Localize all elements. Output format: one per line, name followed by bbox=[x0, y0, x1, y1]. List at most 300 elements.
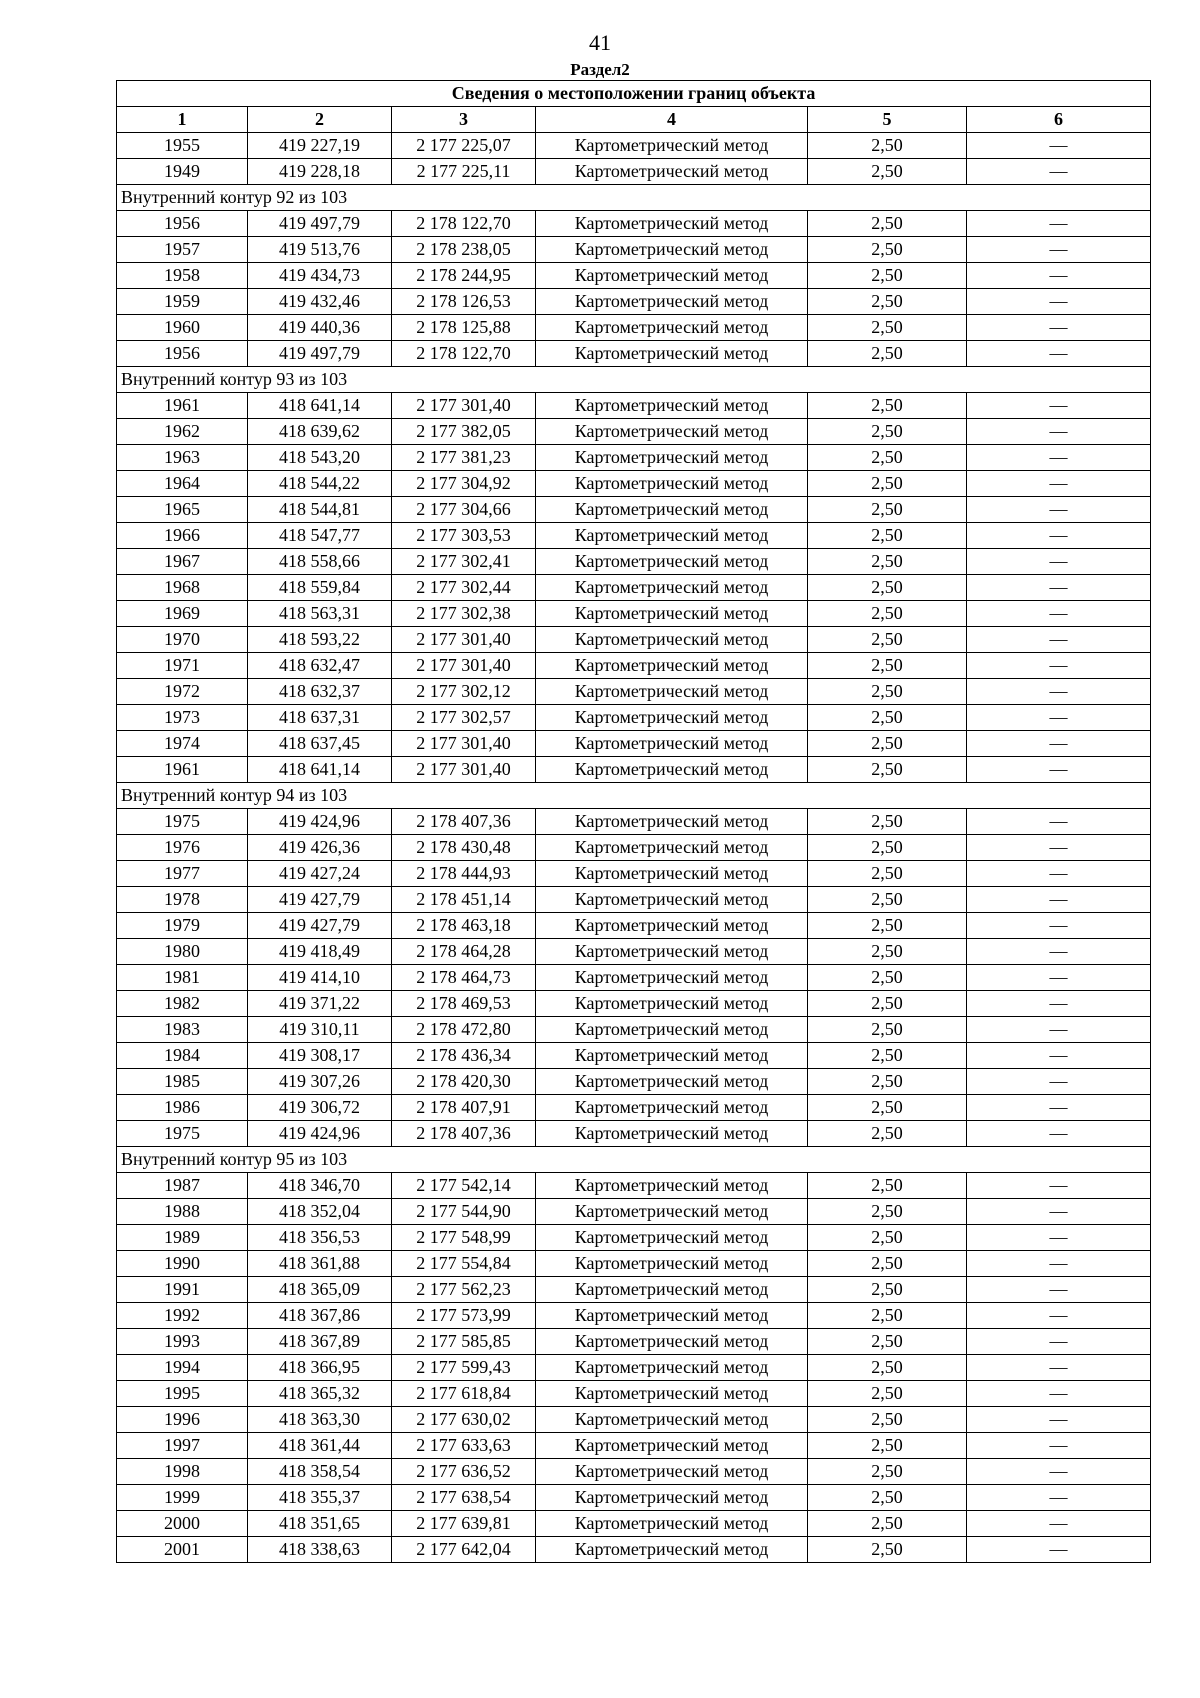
method-cell: Картометрический метод bbox=[536, 705, 808, 731]
point-number-cell: 1964 bbox=[117, 471, 248, 497]
point-number-cell: 1957 bbox=[117, 237, 248, 263]
description-cell: — bbox=[967, 1121, 1151, 1147]
coordinate-x-cell: 419 424,96 bbox=[248, 1121, 392, 1147]
accuracy-cell: 2,50 bbox=[808, 1043, 967, 1069]
coordinate-y-cell: 2 177 544,90 bbox=[392, 1199, 536, 1225]
point-number-cell: 1995 bbox=[117, 1381, 248, 1407]
accuracy-cell: 2,50 bbox=[808, 1537, 967, 1563]
description-cell: — bbox=[967, 1511, 1151, 1537]
coordinate-y-cell: 2 178 472,80 bbox=[392, 1017, 536, 1043]
table-row bbox=[117, 1173, 1151, 1199]
table-header bbox=[117, 81, 1151, 133]
description-cell: — bbox=[967, 445, 1151, 471]
accuracy-cell: 2,50 bbox=[808, 1121, 967, 1147]
method-cell: Картометрический метод bbox=[536, 523, 808, 549]
coordinate-x-cell: 418 361,44 bbox=[248, 1433, 392, 1459]
coordinate-y-cell: 2 177 618,84 bbox=[392, 1381, 536, 1407]
accuracy-cell: 2,50 bbox=[808, 1017, 967, 1043]
method-cell: Картометрический метод bbox=[536, 1381, 808, 1407]
coordinate-y-cell: 2 178 126,53 bbox=[392, 289, 536, 315]
coordinate-x-cell: 418 367,89 bbox=[248, 1329, 392, 1355]
contour-section-row bbox=[117, 185, 1151, 211]
method-cell: Картометрический метод bbox=[536, 419, 808, 445]
table-row bbox=[117, 1277, 1151, 1303]
point-number-cell: 1956 bbox=[117, 341, 248, 367]
method-cell: Картометрический метод bbox=[536, 809, 808, 835]
accuracy-cell: 2,50 bbox=[808, 159, 967, 185]
table-row bbox=[117, 731, 1151, 757]
table-row bbox=[117, 393, 1151, 419]
table-row bbox=[117, 133, 1151, 159]
description-cell: — bbox=[967, 133, 1151, 159]
table-row bbox=[117, 601, 1151, 627]
table-body bbox=[117, 133, 1151, 1563]
coordinate-x-cell: 419 418,49 bbox=[248, 939, 392, 965]
accuracy-cell: 2,50 bbox=[808, 757, 967, 783]
coordinate-y-cell: 2 177 585,85 bbox=[392, 1329, 536, 1355]
contour-section-row bbox=[117, 783, 1151, 809]
method-cell: Картометрический метод bbox=[536, 757, 808, 783]
method-cell: Картометрический метод bbox=[536, 133, 808, 159]
accuracy-cell: 2,50 bbox=[808, 1303, 967, 1329]
accuracy-cell: 2,50 bbox=[808, 133, 967, 159]
point-number-cell: 2000 bbox=[117, 1511, 248, 1537]
coordinate-y-cell: 2 178 464,73 bbox=[392, 965, 536, 991]
column-header-2: 2 bbox=[248, 107, 392, 133]
method-cell: Картометрический метод bbox=[536, 1329, 808, 1355]
boundary-table bbox=[116, 80, 1151, 1563]
coordinate-y-cell: 2 177 599,43 bbox=[392, 1355, 536, 1381]
table-row bbox=[117, 1121, 1151, 1147]
table-row bbox=[117, 289, 1151, 315]
point-number-cell: 1994 bbox=[117, 1355, 248, 1381]
coordinate-y-cell: 2 177 638,54 bbox=[392, 1485, 536, 1511]
point-number-cell: 1993 bbox=[117, 1329, 248, 1355]
accuracy-cell: 2,50 bbox=[808, 939, 967, 965]
description-cell: — bbox=[967, 1173, 1151, 1199]
accuracy-cell: 2,50 bbox=[808, 861, 967, 887]
table-row bbox=[117, 757, 1151, 783]
coordinate-x-cell: 418 352,04 bbox=[248, 1199, 392, 1225]
coordinate-x-cell: 418 544,22 bbox=[248, 471, 392, 497]
coordinate-x-cell: 418 632,47 bbox=[248, 653, 392, 679]
coordinate-x-cell: 419 308,17 bbox=[248, 1043, 392, 1069]
page-number: 41 bbox=[589, 30, 611, 55]
table-row bbox=[117, 497, 1151, 523]
coordinate-x-cell: 418 346,70 bbox=[248, 1173, 392, 1199]
point-number-cell: 1962 bbox=[117, 419, 248, 445]
point-number-cell: 1973 bbox=[117, 705, 248, 731]
method-cell: Картометрический метод bbox=[536, 1303, 808, 1329]
point-number-cell: 1949 bbox=[117, 159, 248, 185]
table-row bbox=[117, 939, 1151, 965]
method-cell: Картометрический метод bbox=[536, 211, 808, 237]
description-cell: — bbox=[967, 1043, 1151, 1069]
point-number-cell: 1959 bbox=[117, 289, 248, 315]
description-cell: — bbox=[967, 1407, 1151, 1433]
table-row bbox=[117, 627, 1151, 653]
point-number-cell: 1968 bbox=[117, 575, 248, 601]
method-cell: Картометрический метод bbox=[536, 575, 808, 601]
accuracy-cell: 2,50 bbox=[808, 1173, 967, 1199]
column-header-4: 4 bbox=[536, 107, 808, 133]
table-row bbox=[117, 1537, 1151, 1563]
description-cell: — bbox=[967, 757, 1151, 783]
table-row bbox=[117, 523, 1151, 549]
method-cell: Картометрический метод bbox=[536, 1355, 808, 1381]
contour-section-row bbox=[117, 1147, 1151, 1173]
coordinate-y-cell: 2 177 562,23 bbox=[392, 1277, 536, 1303]
method-cell: Картометрический метод bbox=[536, 315, 808, 341]
description-cell: — bbox=[967, 991, 1151, 1017]
coordinate-x-cell: 418 365,32 bbox=[248, 1381, 392, 1407]
coordinate-y-cell: 2 178 469,53 bbox=[392, 991, 536, 1017]
contour-section-label: Внутренний контур 94 из 103 bbox=[117, 783, 1151, 809]
coordinate-x-cell: 418 637,31 bbox=[248, 705, 392, 731]
contour-section-label: Внутренний контур 92 из 103 bbox=[117, 185, 1151, 211]
accuracy-cell: 2,50 bbox=[808, 1511, 967, 1537]
coordinate-x-cell: 419 310,11 bbox=[248, 1017, 392, 1043]
description-cell: — bbox=[967, 1251, 1151, 1277]
coordinate-x-cell: 418 641,14 bbox=[248, 393, 392, 419]
description-cell: — bbox=[967, 1017, 1151, 1043]
accuracy-cell: 2,50 bbox=[808, 705, 967, 731]
description-cell: — bbox=[967, 1199, 1151, 1225]
method-cell: Картометрический метод bbox=[536, 1069, 808, 1095]
coordinate-y-cell: 2 177 303,53 bbox=[392, 523, 536, 549]
method-cell: Картометрический метод bbox=[536, 731, 808, 757]
table-row bbox=[117, 1329, 1151, 1355]
method-cell: Картометрический метод bbox=[536, 1251, 808, 1277]
table-row bbox=[117, 861, 1151, 887]
point-number-cell: 1970 bbox=[117, 627, 248, 653]
coordinate-x-cell: 418 358,54 bbox=[248, 1459, 392, 1485]
point-number-cell: 1992 bbox=[117, 1303, 248, 1329]
accuracy-cell: 2,50 bbox=[808, 289, 967, 315]
table-row bbox=[117, 471, 1151, 497]
coordinate-y-cell: 2 178 407,36 bbox=[392, 809, 536, 835]
coordinate-x-cell: 418 363,30 bbox=[248, 1407, 392, 1433]
point-number-cell: 1955 bbox=[117, 133, 248, 159]
point-number-cell: 1976 bbox=[117, 835, 248, 861]
coordinate-x-cell: 418 361,88 bbox=[248, 1251, 392, 1277]
method-cell: Картометрический метод bbox=[536, 263, 808, 289]
description-cell: — bbox=[967, 835, 1151, 861]
point-number-cell: 1971 bbox=[117, 653, 248, 679]
coordinate-x-cell: 418 355,37 bbox=[248, 1485, 392, 1511]
method-cell: Картометрический метод bbox=[536, 1173, 808, 1199]
coordinate-x-cell: 419 513,76 bbox=[248, 237, 392, 263]
method-cell: Картометрический метод bbox=[536, 1043, 808, 1069]
method-cell: Картометрический метод bbox=[536, 1459, 808, 1485]
accuracy-cell: 2,50 bbox=[808, 549, 967, 575]
coordinate-x-cell: 419 426,36 bbox=[248, 835, 392, 861]
coordinate-x-cell: 418 641,14 bbox=[248, 757, 392, 783]
accuracy-cell: 2,50 bbox=[808, 1199, 967, 1225]
point-number-cell: 1989 bbox=[117, 1225, 248, 1251]
accuracy-cell: 2,50 bbox=[808, 1069, 967, 1095]
method-cell: Картометрический метод bbox=[536, 1277, 808, 1303]
point-number-cell: 1980 bbox=[117, 939, 248, 965]
coordinate-x-cell: 418 637,45 bbox=[248, 731, 392, 757]
description-cell: — bbox=[967, 705, 1151, 731]
description-cell: — bbox=[967, 549, 1151, 575]
accuracy-cell: 2,50 bbox=[808, 211, 967, 237]
table-row bbox=[117, 1485, 1151, 1511]
accuracy-cell: 2,50 bbox=[808, 1277, 967, 1303]
description-cell: — bbox=[967, 211, 1151, 237]
method-cell: Картометрический метод bbox=[536, 445, 808, 471]
table-row bbox=[117, 575, 1151, 601]
caption-row bbox=[117, 81, 1151, 107]
point-number-cell: 1986 bbox=[117, 1095, 248, 1121]
coordinate-x-cell: 419 371,22 bbox=[248, 991, 392, 1017]
accuracy-cell: 2,50 bbox=[808, 1225, 967, 1251]
table-row bbox=[117, 1511, 1151, 1537]
coordinate-y-cell: 2 178 244,95 bbox=[392, 263, 536, 289]
point-number-cell: 1983 bbox=[117, 1017, 248, 1043]
coordinate-y-cell: 2 178 122,70 bbox=[392, 341, 536, 367]
coordinate-x-cell: 418 366,95 bbox=[248, 1355, 392, 1381]
table-row bbox=[117, 1043, 1151, 1069]
method-cell: Картометрический метод bbox=[536, 1199, 808, 1225]
coordinate-x-cell: 418 544,81 bbox=[248, 497, 392, 523]
point-number-cell: 1998 bbox=[117, 1459, 248, 1485]
accuracy-cell: 2,50 bbox=[808, 315, 967, 341]
accuracy-cell: 2,50 bbox=[808, 679, 967, 705]
method-cell: Картометрический метод bbox=[536, 1121, 808, 1147]
coordinate-y-cell: 2 178 444,93 bbox=[392, 861, 536, 887]
point-number-cell: 1975 bbox=[117, 1121, 248, 1147]
table-row bbox=[117, 159, 1151, 185]
accuracy-cell: 2,50 bbox=[808, 471, 967, 497]
description-cell: — bbox=[967, 653, 1151, 679]
section-title: Раздел2 bbox=[570, 60, 630, 79]
table-row bbox=[117, 1251, 1151, 1277]
method-cell: Картометрический метод bbox=[536, 991, 808, 1017]
point-number-cell: 1972 bbox=[117, 679, 248, 705]
method-cell: Картометрический метод bbox=[536, 289, 808, 315]
coordinate-y-cell: 2 177 301,40 bbox=[392, 757, 536, 783]
coordinate-x-cell: 418 547,77 bbox=[248, 523, 392, 549]
description-cell: — bbox=[967, 263, 1151, 289]
description-cell: — bbox=[967, 1381, 1151, 1407]
point-number-cell: 1982 bbox=[117, 991, 248, 1017]
table-row bbox=[117, 1069, 1151, 1095]
coordinate-y-cell: 2 177 573,99 bbox=[392, 1303, 536, 1329]
method-cell: Картометрический метод bbox=[536, 627, 808, 653]
accuracy-cell: 2,50 bbox=[808, 1485, 967, 1511]
description-cell: — bbox=[967, 1433, 1151, 1459]
table-row bbox=[117, 211, 1151, 237]
coordinate-x-cell: 418 563,31 bbox=[248, 601, 392, 627]
method-cell: Картометрический метод bbox=[536, 835, 808, 861]
description-cell: — bbox=[967, 1329, 1151, 1355]
description-cell: — bbox=[967, 913, 1151, 939]
point-number-cell: 1977 bbox=[117, 861, 248, 887]
coordinate-x-cell: 419 497,79 bbox=[248, 211, 392, 237]
description-cell: — bbox=[967, 887, 1151, 913]
coordinate-y-cell: 2 177 301,40 bbox=[392, 653, 536, 679]
description-cell: — bbox=[967, 809, 1151, 835]
accuracy-cell: 2,50 bbox=[808, 1433, 967, 1459]
table-row bbox=[117, 653, 1151, 679]
table-row bbox=[117, 1407, 1151, 1433]
point-number-cell: 1979 bbox=[117, 913, 248, 939]
coordinate-y-cell: 2 177 301,40 bbox=[392, 393, 536, 419]
coordinate-y-cell: 2 177 302,38 bbox=[392, 601, 536, 627]
point-number-cell: 1990 bbox=[117, 1251, 248, 1277]
table-row bbox=[117, 419, 1151, 445]
coordinate-x-cell: 419 424,96 bbox=[248, 809, 392, 835]
table-row bbox=[117, 1225, 1151, 1251]
accuracy-cell: 2,50 bbox=[808, 965, 967, 991]
point-number-cell: 1985 bbox=[117, 1069, 248, 1095]
table-caption: Сведения о местоположении границ объекта bbox=[117, 81, 1151, 107]
accuracy-cell: 2,50 bbox=[808, 341, 967, 367]
coordinate-y-cell: 2 178 420,30 bbox=[392, 1069, 536, 1095]
method-cell: Картометрический метод bbox=[536, 1225, 808, 1251]
description-cell: — bbox=[967, 341, 1151, 367]
coordinate-y-cell: 2 177 302,57 bbox=[392, 705, 536, 731]
coordinate-x-cell: 418 338,63 bbox=[248, 1537, 392, 1563]
accuracy-cell: 2,50 bbox=[808, 731, 967, 757]
coordinate-y-cell: 2 177 225,07 bbox=[392, 133, 536, 159]
coordinate-y-cell: 2 177 304,92 bbox=[392, 471, 536, 497]
method-cell: Картометрический метод bbox=[536, 1433, 808, 1459]
description-cell: — bbox=[967, 419, 1151, 445]
coordinate-y-cell: 2 178 407,91 bbox=[392, 1095, 536, 1121]
accuracy-cell: 2,50 bbox=[808, 523, 967, 549]
coordinate-x-cell: 419 427,24 bbox=[248, 861, 392, 887]
table-row bbox=[117, 315, 1151, 341]
coordinate-x-cell: 418 367,86 bbox=[248, 1303, 392, 1329]
coordinate-y-cell: 2 178 125,88 bbox=[392, 315, 536, 341]
table-row bbox=[117, 679, 1151, 705]
coordinate-x-cell: 418 632,37 bbox=[248, 679, 392, 705]
accuracy-cell: 2,50 bbox=[808, 627, 967, 653]
description-cell: — bbox=[967, 601, 1151, 627]
coordinate-y-cell: 2 177 542,14 bbox=[392, 1173, 536, 1199]
method-cell: Картометрический метод bbox=[536, 1095, 808, 1121]
description-cell: — bbox=[967, 939, 1151, 965]
method-cell: Картометрический метод bbox=[536, 1485, 808, 1511]
method-cell: Картометрический метод bbox=[536, 913, 808, 939]
coordinate-y-cell: 2 177 636,52 bbox=[392, 1459, 536, 1485]
contour-section-label: Внутренний контур 93 из 103 bbox=[117, 367, 1151, 393]
description-cell: — bbox=[967, 1277, 1151, 1303]
coordinate-y-cell: 2 177 642,04 bbox=[392, 1537, 536, 1563]
table-row bbox=[117, 835, 1151, 861]
coordinate-x-cell: 418 558,66 bbox=[248, 549, 392, 575]
coordinate-y-cell: 2 177 630,02 bbox=[392, 1407, 536, 1433]
accuracy-cell: 2,50 bbox=[808, 497, 967, 523]
coordinate-y-cell: 2 177 554,84 bbox=[392, 1251, 536, 1277]
point-number-cell: 1996 bbox=[117, 1407, 248, 1433]
description-cell: — bbox=[967, 315, 1151, 341]
accuracy-cell: 2,50 bbox=[808, 1459, 967, 1485]
accuracy-cell: 2,50 bbox=[808, 601, 967, 627]
coordinate-y-cell: 2 177 304,66 bbox=[392, 497, 536, 523]
point-number-cell: 1987 bbox=[117, 1173, 248, 1199]
coordinate-x-cell: 418 543,20 bbox=[248, 445, 392, 471]
coordinate-x-cell: 419 432,46 bbox=[248, 289, 392, 315]
table-row bbox=[117, 1355, 1151, 1381]
description-cell: — bbox=[967, 1095, 1151, 1121]
coordinate-x-cell: 418 365,09 bbox=[248, 1277, 392, 1303]
method-cell: Картометрический метод bbox=[536, 497, 808, 523]
accuracy-cell: 2,50 bbox=[808, 263, 967, 289]
coordinate-y-cell: 2 177 382,05 bbox=[392, 419, 536, 445]
coordinate-x-cell: 419 414,10 bbox=[248, 965, 392, 991]
coordinate-y-cell: 2 177 225,11 bbox=[392, 159, 536, 185]
point-number-cell: 1961 bbox=[117, 757, 248, 783]
accuracy-cell: 2,50 bbox=[808, 1355, 967, 1381]
coordinate-y-cell: 2 177 639,81 bbox=[392, 1511, 536, 1537]
table-row bbox=[117, 705, 1151, 731]
description-cell: — bbox=[967, 393, 1151, 419]
coordinate-y-cell: 2 177 302,12 bbox=[392, 679, 536, 705]
contour-section-label: Внутренний контур 95 из 103 bbox=[117, 1147, 1151, 1173]
table-row bbox=[117, 809, 1151, 835]
method-cell: Картометрический метод bbox=[536, 471, 808, 497]
coordinate-y-cell: 2 178 430,48 bbox=[392, 835, 536, 861]
table-row bbox=[117, 445, 1151, 471]
accuracy-cell: 2,50 bbox=[808, 835, 967, 861]
table-row bbox=[117, 341, 1151, 367]
description-cell: — bbox=[967, 627, 1151, 653]
point-number-cell: 1963 bbox=[117, 445, 248, 471]
coordinate-y-cell: 2 178 238,05 bbox=[392, 237, 536, 263]
table-row bbox=[117, 1381, 1151, 1407]
point-number-cell: 1966 bbox=[117, 523, 248, 549]
coordinate-x-cell: 418 351,65 bbox=[248, 1511, 392, 1537]
method-cell: Картометрический метод bbox=[536, 1017, 808, 1043]
description-cell: — bbox=[967, 861, 1151, 887]
table-row bbox=[117, 991, 1151, 1017]
accuracy-cell: 2,50 bbox=[808, 887, 967, 913]
table-row bbox=[117, 913, 1151, 939]
point-number-cell: 2001 bbox=[117, 1537, 248, 1563]
point-number-cell: 1965 bbox=[117, 497, 248, 523]
method-cell: Картометрический метод bbox=[536, 653, 808, 679]
coordinate-x-cell: 419 227,19 bbox=[248, 133, 392, 159]
table-row bbox=[117, 887, 1151, 913]
description-cell: — bbox=[967, 159, 1151, 185]
accuracy-cell: 2,50 bbox=[808, 419, 967, 445]
table-row bbox=[117, 237, 1151, 263]
point-number-cell: 1958 bbox=[117, 263, 248, 289]
coordinate-x-cell: 419 306,72 bbox=[248, 1095, 392, 1121]
column-header-3: 3 bbox=[392, 107, 536, 133]
method-cell: Картометрический метод bbox=[536, 1537, 808, 1563]
contour-section-row bbox=[117, 367, 1151, 393]
point-number-cell: 1997 bbox=[117, 1433, 248, 1459]
point-number-cell: 1960 bbox=[117, 315, 248, 341]
accuracy-cell: 2,50 bbox=[808, 809, 967, 835]
column-header-6: 6 bbox=[967, 107, 1151, 133]
coordinate-y-cell: 2 177 381,23 bbox=[392, 445, 536, 471]
point-number-cell: 1988 bbox=[117, 1199, 248, 1225]
coordinate-y-cell: 2 177 302,41 bbox=[392, 549, 536, 575]
method-cell: Картометрический метод bbox=[536, 965, 808, 991]
method-cell: Картометрический метод bbox=[536, 887, 808, 913]
accuracy-cell: 2,50 bbox=[808, 393, 967, 419]
accuracy-cell: 2,50 bbox=[808, 575, 967, 601]
point-number-cell: 1991 bbox=[117, 1277, 248, 1303]
point-number-cell: 1956 bbox=[117, 211, 248, 237]
table-row bbox=[117, 1017, 1151, 1043]
